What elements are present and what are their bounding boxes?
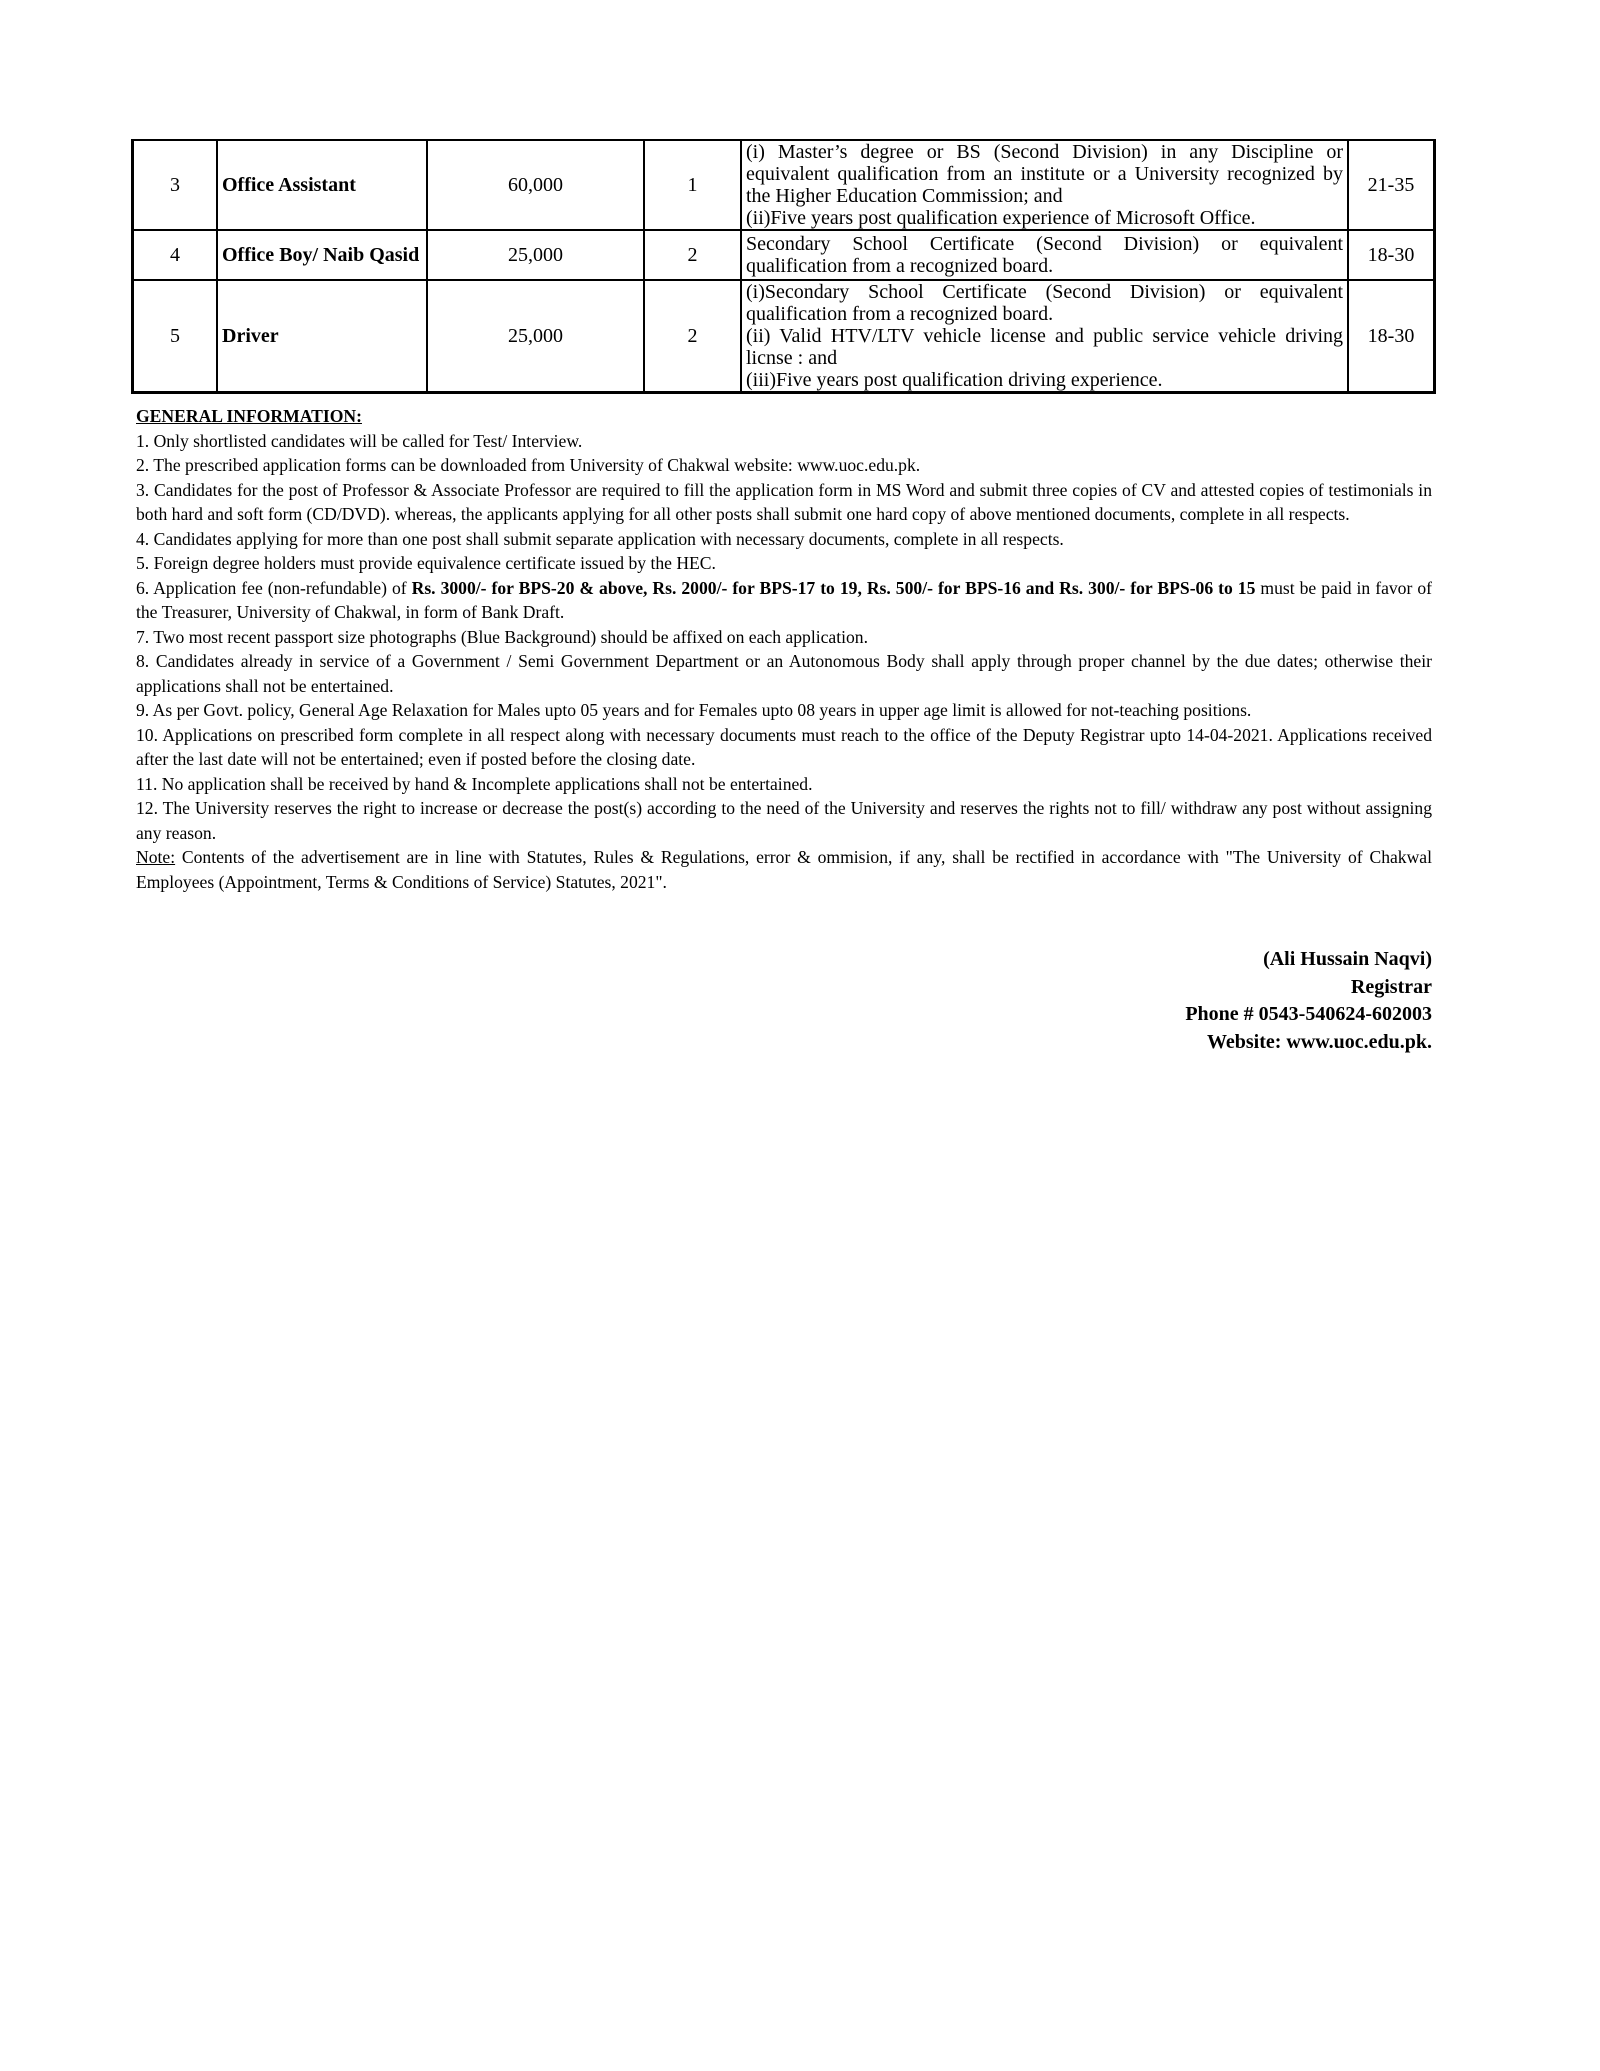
note-text: Contents of the advertisement are in line with Statutes, Rules & Regulations, error & ommision, if any, shall be rectified in accordance with "The University of Chakwal Employees (Appointment, Terms & Conditions of Service) Statutes, 2021". [136, 847, 1432, 892]
post-title: Office Assistant [217, 140, 427, 230]
qualification [741, 280, 1348, 393]
signatory-designation: Registrar [1350, 975, 1432, 998]
number-of-posts: 2 [644, 230, 741, 280]
number-of-posts: 2 [644, 280, 741, 393]
qualification-line: (i) Master’s degree or BS (Second Division) in any Discipline or equivalent qualification from an institute or a University recognized by the Higher Education Commission; and [746, 141, 1343, 207]
pay-package: 60,000 [427, 140, 644, 230]
qualification-line: (ii)Five years post qualification experience of Microsoft Office. [746, 207, 1256, 229]
info-item-5: 5. Foreign degree holders must provide equivalence certificate issued by the HEC. [136, 553, 716, 573]
serial-number: 5 [133, 280, 218, 393]
info-item-2: 2. The prescribed application forms can be downloaded from University of Chakwal website: www.uoc.edu.pk. [136, 455, 921, 475]
info-item-12: 12. The University reserves the right to increase or decrease the post(s) according to the need of the University and reserves the rights not to fill/ withdraw any post without assigning any reason. [136, 798, 1432, 843]
info-item-3: 3. Candidates for the post of Professor & Associate Professor are required to fill the application form in MS Word and submit three copies of CV and attested copies of testimonials in both hard and soft form (CD/DVD). whereas, the applicants applying for all other posts shall submit one hard copy of above mentioned documents, complete in all respects. [136, 479, 1432, 524]
post-title: Office Boy/ Naib Qasid [217, 230, 427, 280]
qualification [741, 140, 1348, 230]
age-limit: 21-35 [1348, 140, 1435, 230]
age-limit: 18-30 [1348, 230, 1435, 280]
info-item-1: 1. Only shortlisted candidates will be called for Test/ Interview. [136, 430, 583, 451]
info-item-9: 9. As per Govt. policy, General Age Relaxation for Males upto 05 years and for Females upto 08 years in upper age limit is allowed for not-teaching positions. [136, 700, 1252, 720]
signature-block [1185, 946, 1432, 1056]
info-item-7: 7. Two most recent passport size photographs (Blue Background) should be affixed on each application. [136, 626, 868, 647]
qualification-line: (ii) Valid HTV/LTV vehicle license and public service vehicle driving licnse : and [746, 325, 1343, 369]
general-information-title: GENERAL INFORMATION: [136, 406, 362, 426]
number-of-posts: 1 [644, 140, 741, 230]
note [136, 845, 1432, 894]
contact-phone: Phone # 0543-540624-602003 [1185, 1003, 1432, 1025]
contact-website: Website: www.uoc.edu.pk. [1206, 1030, 1432, 1053]
age-limit: 18-30 [1348, 280, 1435, 393]
table-row [133, 230, 1435, 280]
info-item-8: 8. Candidates already in service of a Government / Semi Government Department or an Autonomous Body shall apply through proper channel by the due dates; otherwise their applications shall not be entertained. [136, 651, 1432, 696]
qualification [741, 230, 1348, 280]
info-item-6-prefix: 6. Application fee (non-refundable) of [136, 577, 412, 598]
info-item-11: 11. No application shall be received by hand & Incomplete applications shall not be entertained. [136, 773, 813, 794]
serial-number: 3 [133, 140, 218, 230]
pay-package: 25,000 [427, 230, 644, 280]
note-label: Note: [136, 847, 176, 867]
info-item-10: 10. Applications on prescribed form complete in all respect along with necessary documents must reach to the office of the Deputy Registrar upto 14-04-2021. Applications received after the last date will not be entertained; even if posted before the closing date. [136, 724, 1432, 769]
pay-package: 25,000 [427, 280, 644, 393]
table-row [133, 140, 1435, 230]
qualification-line: (iii)Five years post qualification driving experience. [746, 369, 1163, 391]
serial-number: 4 [133, 230, 218, 280]
qualification-line: (i)Secondary School Certificate (Second Division) or equivalent qualification from a recognized board. [746, 281, 1343, 325]
info-item-4: 4. Candidates applying for more than one post shall submit separate application with necessary documents, complete in all respects. [136, 528, 1064, 549]
qualification-line: Secondary School Certificate (Second Division) or equivalent qualification from a recognized board. [746, 233, 1343, 277]
info-item-6-suffix: must be paid in favor of the Treasurer, University of Chakwal, in form of Bank Draft. [136, 577, 1432, 622]
table-row [133, 280, 1435, 393]
post-title: Driver [217, 280, 427, 393]
posts-table [131, 139, 1436, 394]
info-item-6 [136, 576, 1432, 625]
general-information [136, 404, 1432, 894]
signatory-name: (Ali Hussain Naqvi) [1263, 948, 1432, 970]
application-fee-details: Rs. 3000/- for BPS-20 & above, Rs. 2000/- for BPS-17 to 19, Rs. 500/- for BPS-16 and Rs. 300/- for BPS-06 to 15 [411, 577, 1256, 598]
